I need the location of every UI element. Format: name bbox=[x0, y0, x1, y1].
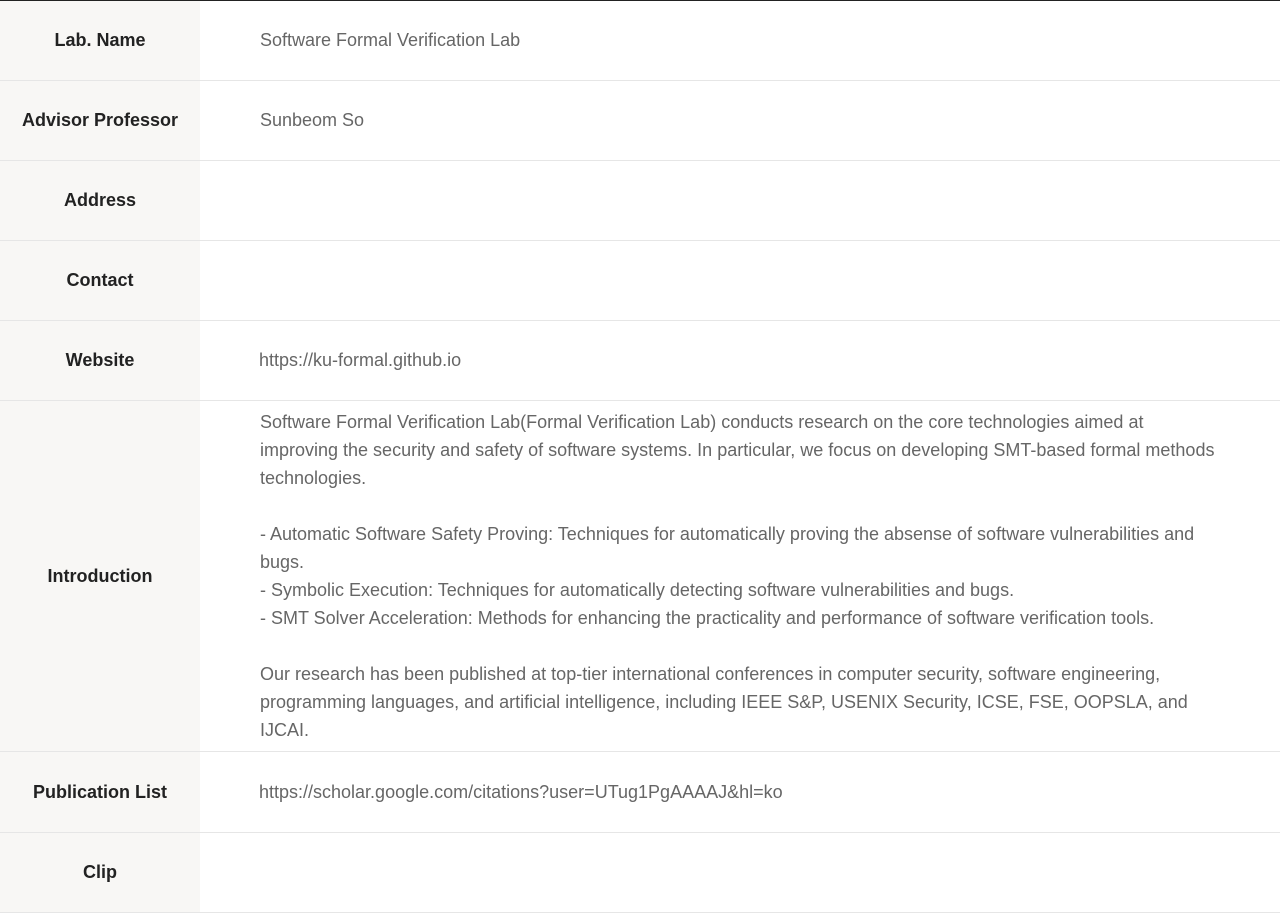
publication-list-link[interactable]: https://scholar.google.com/citations?user=UTug1PgAAAAJ&hl=ko bbox=[259, 781, 783, 802]
introduction-value bbox=[200, 401, 1280, 751]
intro-paragraph: Our research has been published at top-tier international conferences in computer security, software engineering, programming languages, and artificial intelligence, including IEEE S&P, USENIX Security, ICSE, FSE, OOPSLA, and IJCAI. bbox=[260, 664, 1188, 740]
intro-bullet: - SMT Solver Acceleration: Methods for enhancing the practicality and performance of software verification tools. bbox=[260, 608, 1155, 628]
website-label: Website bbox=[0, 321, 200, 400]
publication-list-cell bbox=[200, 752, 1280, 832]
advisor-value: Sunbeom So bbox=[260, 110, 365, 130]
intro-paragraph: Software Formal Verification Lab(Formal Verification Lab) conducts research on the core technologies aimed at improving the security and safety of software systems. In particular, we focus on developing SMT-based formal methods technologies. bbox=[260, 412, 1215, 488]
website-link[interactable]: https://ku-formal.github.io bbox=[259, 350, 462, 370]
row-website bbox=[0, 321, 1280, 401]
website-cell bbox=[200, 321, 1280, 400]
intro-bullet: - Automatic Software Safety Proving: Techniques for automatically proving the absense of software vulnerabilities and bugs. bbox=[260, 524, 1195, 572]
row-clip bbox=[0, 833, 1280, 913]
publication-list-label: Publication List bbox=[0, 752, 200, 832]
lab-name-value: Software Formal Verification Lab bbox=[260, 30, 521, 50]
row-advisor bbox=[0, 81, 1280, 161]
clip-value bbox=[200, 833, 1280, 912]
clip-label: Clip bbox=[0, 833, 200, 912]
row-address bbox=[0, 161, 1280, 241]
address-label: Address bbox=[0, 161, 200, 240]
introduction-label: Introduction bbox=[0, 401, 200, 751]
row-contact bbox=[0, 241, 1280, 321]
advisor-label: Advisor Professor bbox=[0, 81, 200, 160]
row-publication-list bbox=[0, 752, 1280, 833]
row-lab-name bbox=[0, 1, 1280, 81]
address-value bbox=[200, 161, 1280, 240]
contact-label: Contact bbox=[0, 241, 200, 320]
contact-value bbox=[200, 241, 1280, 320]
row-introduction bbox=[0, 401, 1280, 752]
intro-spacer bbox=[260, 492, 1220, 520]
introduction-text bbox=[260, 408, 1220, 744]
intro-bullet: - Symbolic Execution: Techniques for automatically detecting software vulnerabilities and bugs. bbox=[260, 580, 1015, 600]
lab-name-label: Lab. Name bbox=[0, 1, 200, 80]
intro-spacer bbox=[260, 632, 1220, 660]
